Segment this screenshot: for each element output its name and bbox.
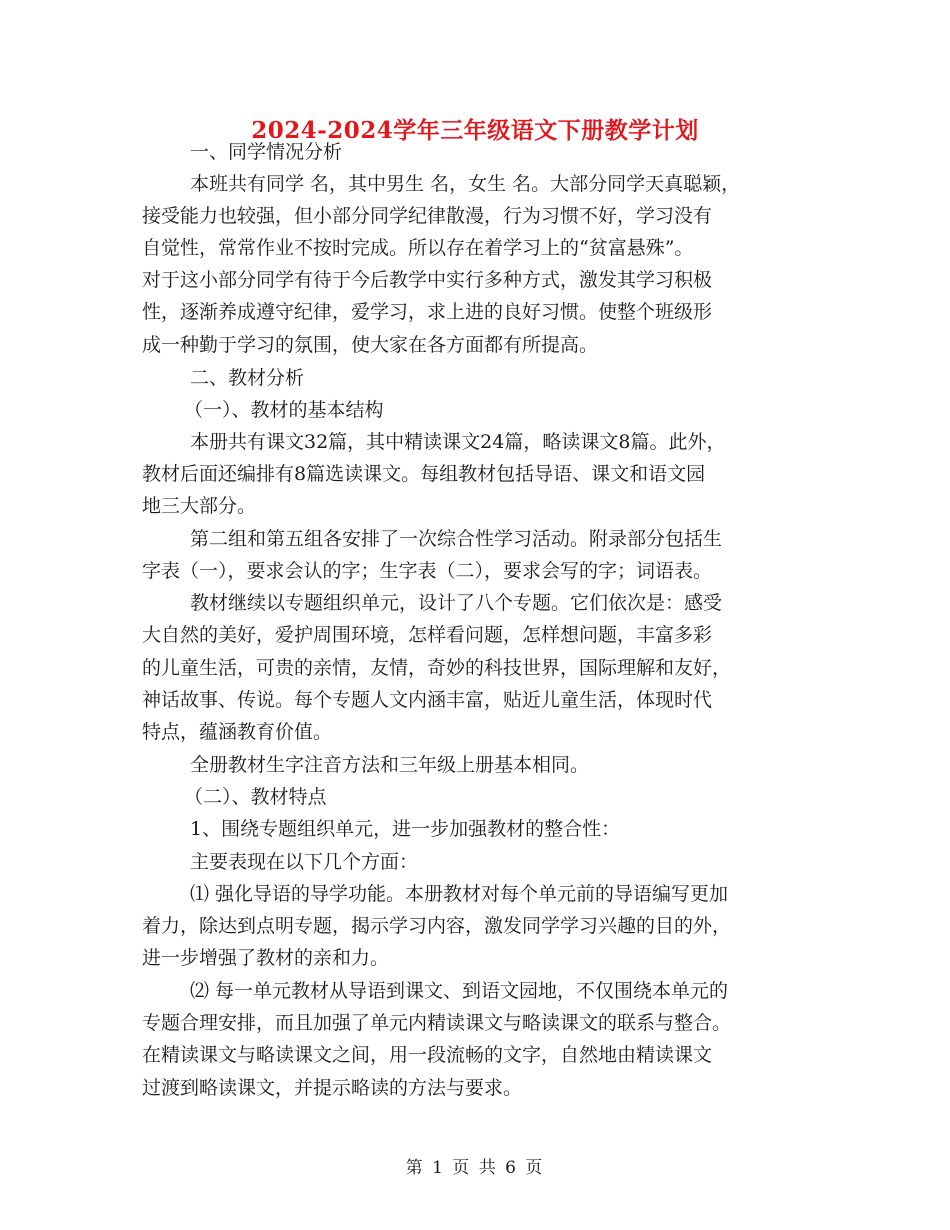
paragraph-line: 特点，蕴涵教育价值。 bbox=[142, 721, 333, 743]
paragraph-line: 全册教材生字注音方法和三年级上册基本相同。 bbox=[190, 754, 590, 776]
paragraph-line: 进一步增强了教材的亲和力。 bbox=[142, 947, 390, 969]
paragraph-line: 主要表现在以下几个方面： bbox=[190, 851, 419, 873]
paragraph-line: 接受能力也较强，但小部分同学纪律散漫，行为习惯不好，学习没有 bbox=[142, 205, 713, 227]
paragraph-line: 在精读课文与略读课文之间，用一段流畅的文字，自然地由精读课文 bbox=[142, 1044, 713, 1066]
paragraph-line: 地三大部分。 bbox=[142, 495, 257, 517]
paragraph-line: 过渡到略读课文，并提示略读的方法与要求。 bbox=[142, 1077, 523, 1099]
paragraph-line: 本班共有同学 名，其中男生 名，女生 名。大部分同学天真聪颖， bbox=[190, 173, 741, 195]
paragraph-line: 大自然的美好，爱护周围环境，怎样看问题，怎样想问题，丰富多彩 bbox=[142, 624, 713, 646]
section-heading-1: 一、同学情况分析 bbox=[190, 141, 343, 163]
paragraph-line: 第二组和第五组各安排了一次综合性学习活动。附录部分包括生 bbox=[190, 528, 723, 550]
paragraph-line: 教材后面还编排有8篇选读课文。每组教材包括导语、课文和语文园 bbox=[142, 463, 706, 485]
paragraph-line: 的儿童生活，可贵的亲情，友情，奇妙的科技世界，国际理解和友好， bbox=[142, 657, 732, 679]
paragraph-line: 教材继续以专题组织单元，设计了八个专题。它们依次是：感受 bbox=[190, 592, 723, 614]
paragraph-line: 本册共有课文32篇，其中精读课文24篇，略读课文8篇。此外， bbox=[190, 431, 726, 453]
document-title: 2024-2024学年三年级语文下册教学计划 bbox=[251, 117, 699, 144]
paragraph-line: ⑵ 每一单元教材从导语到课文、到语文园地，不仅围绕本单元的 bbox=[190, 980, 729, 1002]
paragraph-line: 着力，除达到点明专题，揭示学习内容，激发同学学习兴趣的目的外， bbox=[142, 915, 732, 937]
paragraph-line: 性，逐渐养成遵守纪律，爱学习，求上进的良好习惯。使整个班级形 bbox=[142, 301, 713, 323]
page-footer: 第 1 页 共 6 页 bbox=[405, 1158, 545, 1178]
paragraph-line: ⑴ 强化导语的导学功能。本册教材对每个单元前的导语编写更加 bbox=[190, 883, 729, 905]
paragraph-line: 神话故事、传说。每个专题人文内涵丰富，贴近儿童生活，体现时代 bbox=[142, 689, 713, 711]
paragraph-line: 成一种勤于学习的氛围，使大家在各方面都有所提高。 bbox=[142, 334, 599, 356]
paragraph-line: 自觉性，常常作业不按时完成。所以存在着学习上的“贫富悬殊”。 bbox=[142, 237, 694, 259]
paragraph-line: 专题合理安排，而且加强了单元内精读课文与略读课文的联系与整合。 bbox=[142, 1012, 732, 1034]
paragraph-line: 字表（一），要求会认的字；生字表（二），要求会写的字；词语表。 bbox=[142, 560, 713, 582]
subsection-heading: （二）、教材特点 bbox=[184, 786, 327, 808]
paragraph-line: 1、围绕专题组织单元，进一步加强教材的整合性： bbox=[190, 818, 621, 840]
section-heading-2: 二、教材分析 bbox=[190, 367, 305, 389]
paragraph-line: 对于这小部分同学有待于今后教学中实行多种方式，激发其学习积极 bbox=[142, 269, 713, 291]
subsection-heading: （一）、教材的基本结构 bbox=[184, 399, 384, 421]
